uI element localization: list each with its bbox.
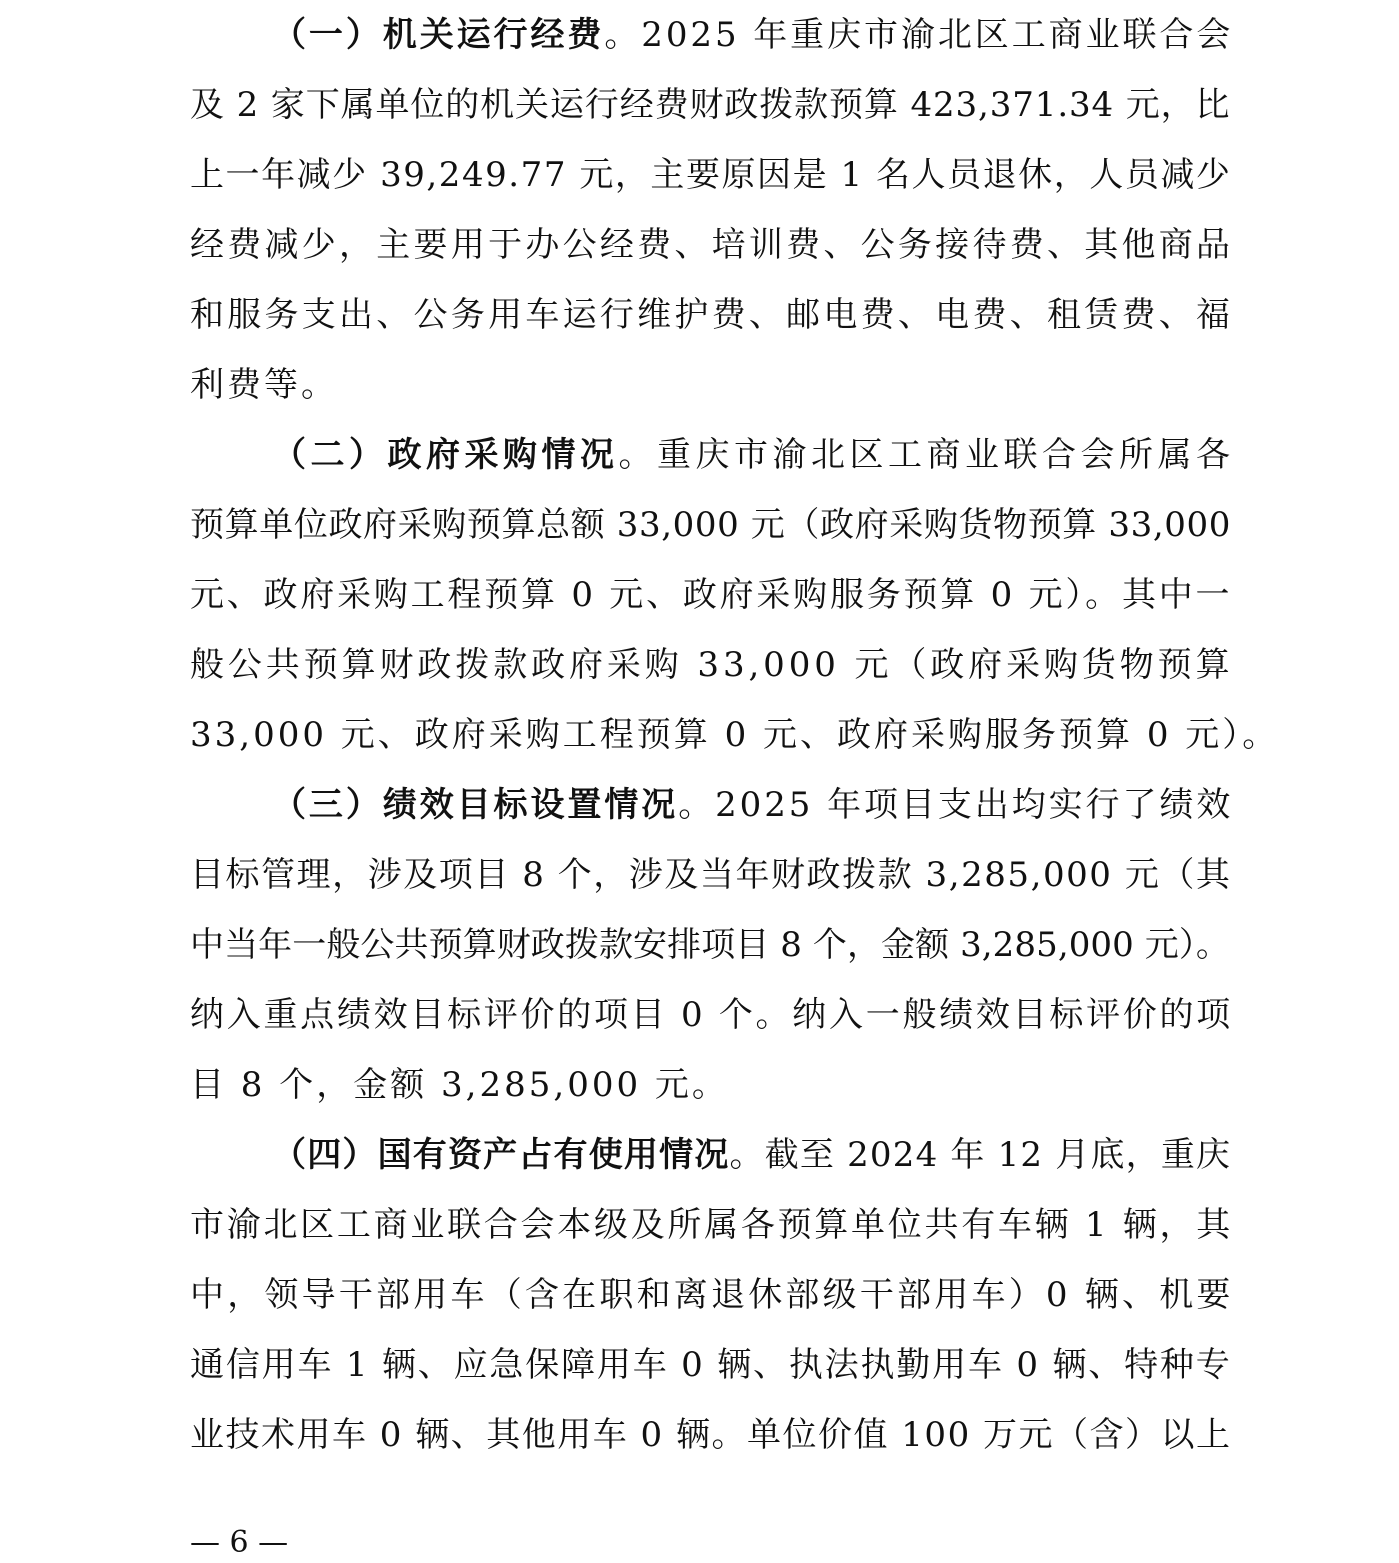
paragraph-line (190, 560, 1233, 630)
line-text: 元、政府采购工程预算 0 元、政府采购服务预算 0 元）。其中一 (190, 575, 1233, 615)
line-text: 及 2 家下属单位的机关运行经费财政拨款预算 423,371.34 元，比 (190, 85, 1231, 125)
paragraph-line (190, 1120, 1230, 1190)
paragraph-text (272, 420, 1235, 490)
paragraph-line (190, 1190, 1233, 1260)
page-number: — 6 — (190, 1525, 289, 1560)
line-text: 经费减少，主要用于办公经费、培训费、公务接待费、其他商品 (190, 225, 1234, 265)
line-text: 。2025 年重庆市渝北区工商业联合会 (604, 15, 1234, 55)
document-body (190, 0, 1280, 1470)
paragraph-line (190, 490, 1230, 560)
paragraph-text (272, 770, 1233, 840)
paragraph-state-assets (190, 1120, 1234, 1470)
line-text: 中，领导干部用车（含在职和离退休部级干部用车）0 辆、机要 (190, 1275, 1234, 1315)
paragraph-text (272, 0, 1233, 70)
line-text: 市渝北区工商业联合会本级及所属各预算单位共有车辆 1 辆，其 (190, 1205, 1233, 1245)
section-heading: （三）绩效目标设置情况 (272, 785, 679, 825)
paragraph-line (190, 0, 1234, 70)
paragraph-line (190, 1050, 1230, 1120)
section-heading: （四）国有资产占有使用情况 (272, 1135, 730, 1175)
line-text: 纳入重点绩效目标评价的项目 0 个。纳入一般绩效目标评价的项 (190, 995, 1233, 1035)
paragraph-line (190, 210, 1234, 280)
paragraph-line (190, 700, 1280, 770)
line-text: 和服务支出、公务用车运行维护费、邮电费、电费、租赁费、福 (190, 295, 1234, 335)
paragraph-operating-expenses (190, 0, 1234, 420)
paragraph-line (190, 630, 1234, 700)
paragraph-line (190, 280, 1234, 350)
line-text: 。重庆市渝北区工商业联合会所属各 (618, 435, 1235, 475)
paragraph-line (190, 350, 1230, 420)
paragraph-performance-targets (190, 770, 1234, 1120)
paragraph-line (190, 70, 1230, 140)
paragraph-line (190, 1260, 1234, 1330)
paragraph-line (190, 1330, 1230, 1400)
paragraph-line (190, 840, 1230, 910)
line-text: 利费等。 (190, 365, 338, 405)
paragraph-line (190, 420, 1235, 490)
paragraph-line (190, 140, 1230, 210)
paragraph-government-procurement (190, 420, 1280, 770)
line-text: 中当年一般公共预算财政拨款安排项目 8 个，金额 3,285,000 元）。 (190, 925, 1230, 965)
line-text: 业技术用车 0 辆、其他用车 0 辆。单位价值 100 万元（含）以上 (190, 1415, 1232, 1455)
line-text: 33,000 元、政府采购工程预算 0 元、政府采购服务预算 0 元）。 (190, 715, 1280, 755)
paragraph-line (190, 770, 1234, 840)
paragraph-text (272, 1120, 1231, 1190)
paragraph-line (190, 910, 1230, 980)
paragraph-line (190, 1400, 1230, 1470)
line-text: 。截至 2024 年 12 月底，重庆 (729, 1135, 1232, 1175)
line-text: 般公共预算财政拨款政府采购 33,000 元（政府采购货物预算 (190, 645, 1234, 685)
line-text: 目 8 个，金额 3,285,000 元。 (190, 1065, 729, 1105)
line-text: 通信用车 1 辆、应急保障用车 0 辆、执法执勤用车 0 辆、特种专 (190, 1345, 1232, 1385)
paragraph-line (190, 980, 1233, 1050)
line-text: 。2025 年项目支出均实行了绩效 (678, 785, 1234, 825)
section-heading: （二）政府采购情况 (272, 435, 619, 475)
line-text: 目标管理，涉及项目 8 个，涉及当年财政拨款 3,285,000 元（其 (190, 855, 1232, 895)
line-text: 上一年减少 39,249.77 元，主要原因是 1 名人员退休，人员减少 (190, 155, 1232, 195)
section-heading: （一）机关运行经费 (272, 15, 605, 55)
line-text: 预算单位政府采购预算总额 33,000 元（政府采购货物预算 33,000 (190, 505, 1231, 545)
